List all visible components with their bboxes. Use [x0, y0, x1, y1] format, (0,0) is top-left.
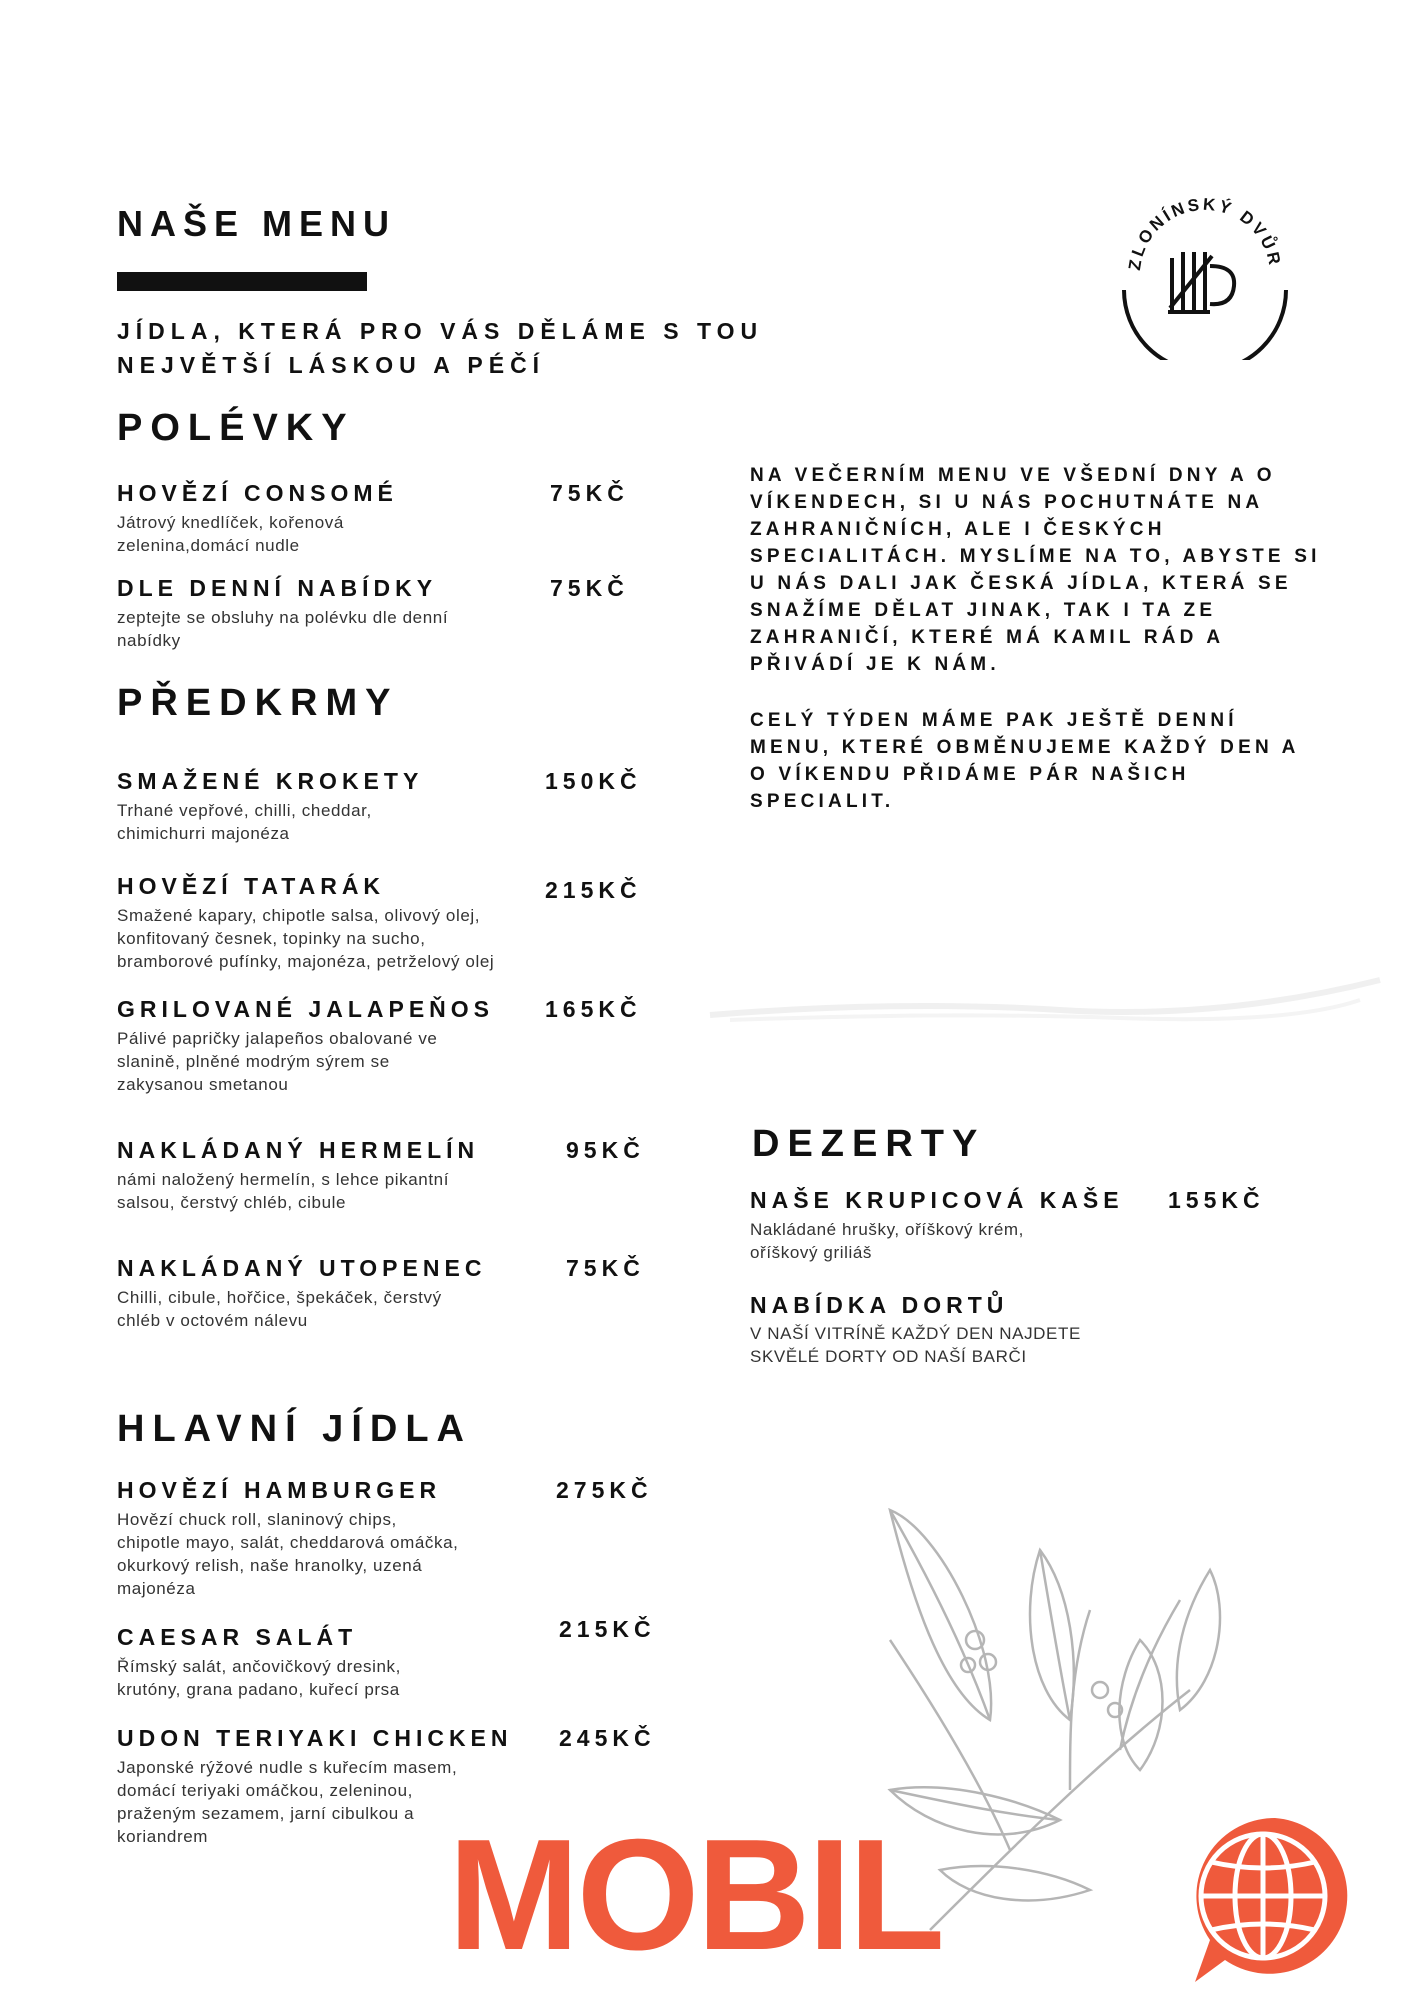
menu-item-name: HOVĚZÍ HAMBURGER: [117, 1477, 442, 1503]
menu-item-description: zeptejte se obsluhy na polévku dle denní nabídky: [117, 608, 449, 650]
menu-item-price: 75KČ: [550, 575, 629, 601]
page-title: NAŠE MENU: [117, 203, 397, 244]
menu-item-price: 75KČ: [550, 480, 629, 506]
section-title-mains: HLAVNÍ JÍDLA: [117, 1408, 472, 1450]
menu-item-description: V NAŠÍ VITRÍNĚ KAŽDÝ DEN NAJDETE SKVĚLÉ DORTY OD NAŠÍ BARČI: [750, 1324, 1081, 1366]
menu-item-description: Hovězí chuck roll, slaninový chips, chipotle mayo, salát, cheddarová omáčka, okurkový relish, naše hranolky, uzená majonéza: [117, 1510, 459, 1598]
menu-item-name: GRILOVANÉ JALAPEŇOS: [117, 996, 494, 1022]
menu-item-price: 95KČ: [566, 1137, 645, 1163]
info-paragraph-daily: CELÝ TÝDEN MÁME PAK JEŠTĚ DENNÍ MENU, KTERÉ OBMĚNUJEME KAŽDÝ DEN A O VÍKENDU PŘIDÁME PÁR NAŠICH SPECIALIT.: [750, 710, 1300, 812]
section-title-soups: POLÉVKY: [117, 407, 355, 449]
menu-item-price: 275KČ: [556, 1477, 653, 1503]
menu-item-description: Chilli, cibule, hořčice, špekáček, čerstvý chléb v octovém nálevu: [117, 1288, 442, 1330]
tagline-line-2: NEJVĚTŠÍ LÁSKOU A PÉČÍ: [117, 352, 546, 378]
menu-item-price: 245KČ: [559, 1725, 656, 1751]
menu-item-description: Nakládané hrušky, oříškový krém, oříškový griliáš: [750, 1220, 1024, 1262]
zloninsky-dvur-logo: [1110, 180, 1300, 360]
menu-item-description: námi naložený hermelín, s lehce pikantní salsou, čerstvý chléb, cibule: [117, 1170, 450, 1212]
menu-item-name: NAKLÁDANÝ UTOPENEC: [117, 1255, 487, 1281]
section-title-desserts: DEZERTY: [752, 1123, 986, 1165]
menu-item-name: NABÍDKA DORTŮ: [750, 1292, 1009, 1318]
menu-item-description: Smažené kapary, chipotle salsa, olivový olej, konfitovaný česnek, topinky na sucho, bramborové pufínky, majonéza, petrželový olej: [117, 906, 495, 971]
section-title-starters: PŘEDKRMY: [117, 682, 399, 724]
menu-item-price: 215KČ: [545, 877, 642, 903]
menu-item-price: 150KČ: [545, 768, 642, 794]
menu-item-description: Trhané vepřové, chilli, cheddar, chimichurri majonéza: [117, 801, 372, 843]
menu-item-name: NAKLÁDANÝ HERMELÍN: [117, 1137, 480, 1163]
menu-item-price: 75KČ: [566, 1255, 645, 1281]
menu-item-name: DLE DENNÍ NABÍDKY: [117, 575, 438, 601]
menu-item-description: Japonské rýžové nudle s kuřecím masem, domácí teriyaki omáčkou, zeleninou, praženým sezamem, jarní cibulkou a koriandrem: [117, 1758, 458, 1846]
beer-mug-icon: [1168, 252, 1234, 312]
watermark-text: MOBIL: [448, 1807, 943, 1983]
tagline: [117, 314, 817, 382]
menu-item-price: 155KČ: [1168, 1187, 1265, 1213]
menu-item-price: 165KČ: [545, 996, 642, 1022]
menu-item-name: SMAŽENÉ KROKETY: [117, 768, 424, 794]
menu-item-name: CAESAR SALÁT: [117, 1624, 358, 1650]
menu-item-description: Římský salát, ančovičkový dresink, krutóny, grana padano, kuřecí prsa: [117, 1657, 401, 1699]
menu-item-name: HOVĚZÍ TATARÁK: [117, 873, 386, 899]
decorative-brush-streak: [700, 960, 1390, 1040]
title-underline: [117, 272, 367, 291]
info-paragraph-evening: NA VEČERNÍM MENU VE VŠEDNÍ DNY A O VÍKENDECH, SI U NÁS POCHUTNÁTE NA ZAHRANIČNÍCH, ALE I ČESKÝCH SPECIALITÁCH. MYSLÍME NA TO, ABYSTE SI U NÁS DALI JAK ČESKÁ JÍDLA, KTERÁ SE SNAŽÍME DĚLAT JINAK, TAK I TA ZE ZAHRANIČÍ, KTERÉ MÁ KAMIL RÁD A PŘIVÁDÍ JE K NÁM.: [750, 465, 1321, 675]
menu-item-name: NAŠE KRUPICOVÁ KAŠE: [750, 1187, 1124, 1213]
globe-speech-bubble-icon: [1165, 1800, 1365, 1990]
tagline-line-1: JÍDLA, KTERÁ PRO VÁS DĚLÁME S TOU: [117, 318, 764, 344]
menu-item-name: HOVĚZÍ CONSOMÉ: [117, 480, 398, 506]
menu-item-description: Játrový knedlíček, kořenová zelenina,domácí nudle: [117, 513, 344, 555]
menu-item-description: Pálivé papričky jalapeños obalované ve slanině, plněné modrým sýrem se zakysanou smetanou: [117, 1029, 438, 1094]
logo-text: ZLONÍNSKÝ DVŮR: [1124, 194, 1285, 272]
menu-item-name: UDON TERIYAKI CHICKEN: [117, 1725, 513, 1751]
menu-item-price: 215KČ: [559, 1616, 656, 1642]
